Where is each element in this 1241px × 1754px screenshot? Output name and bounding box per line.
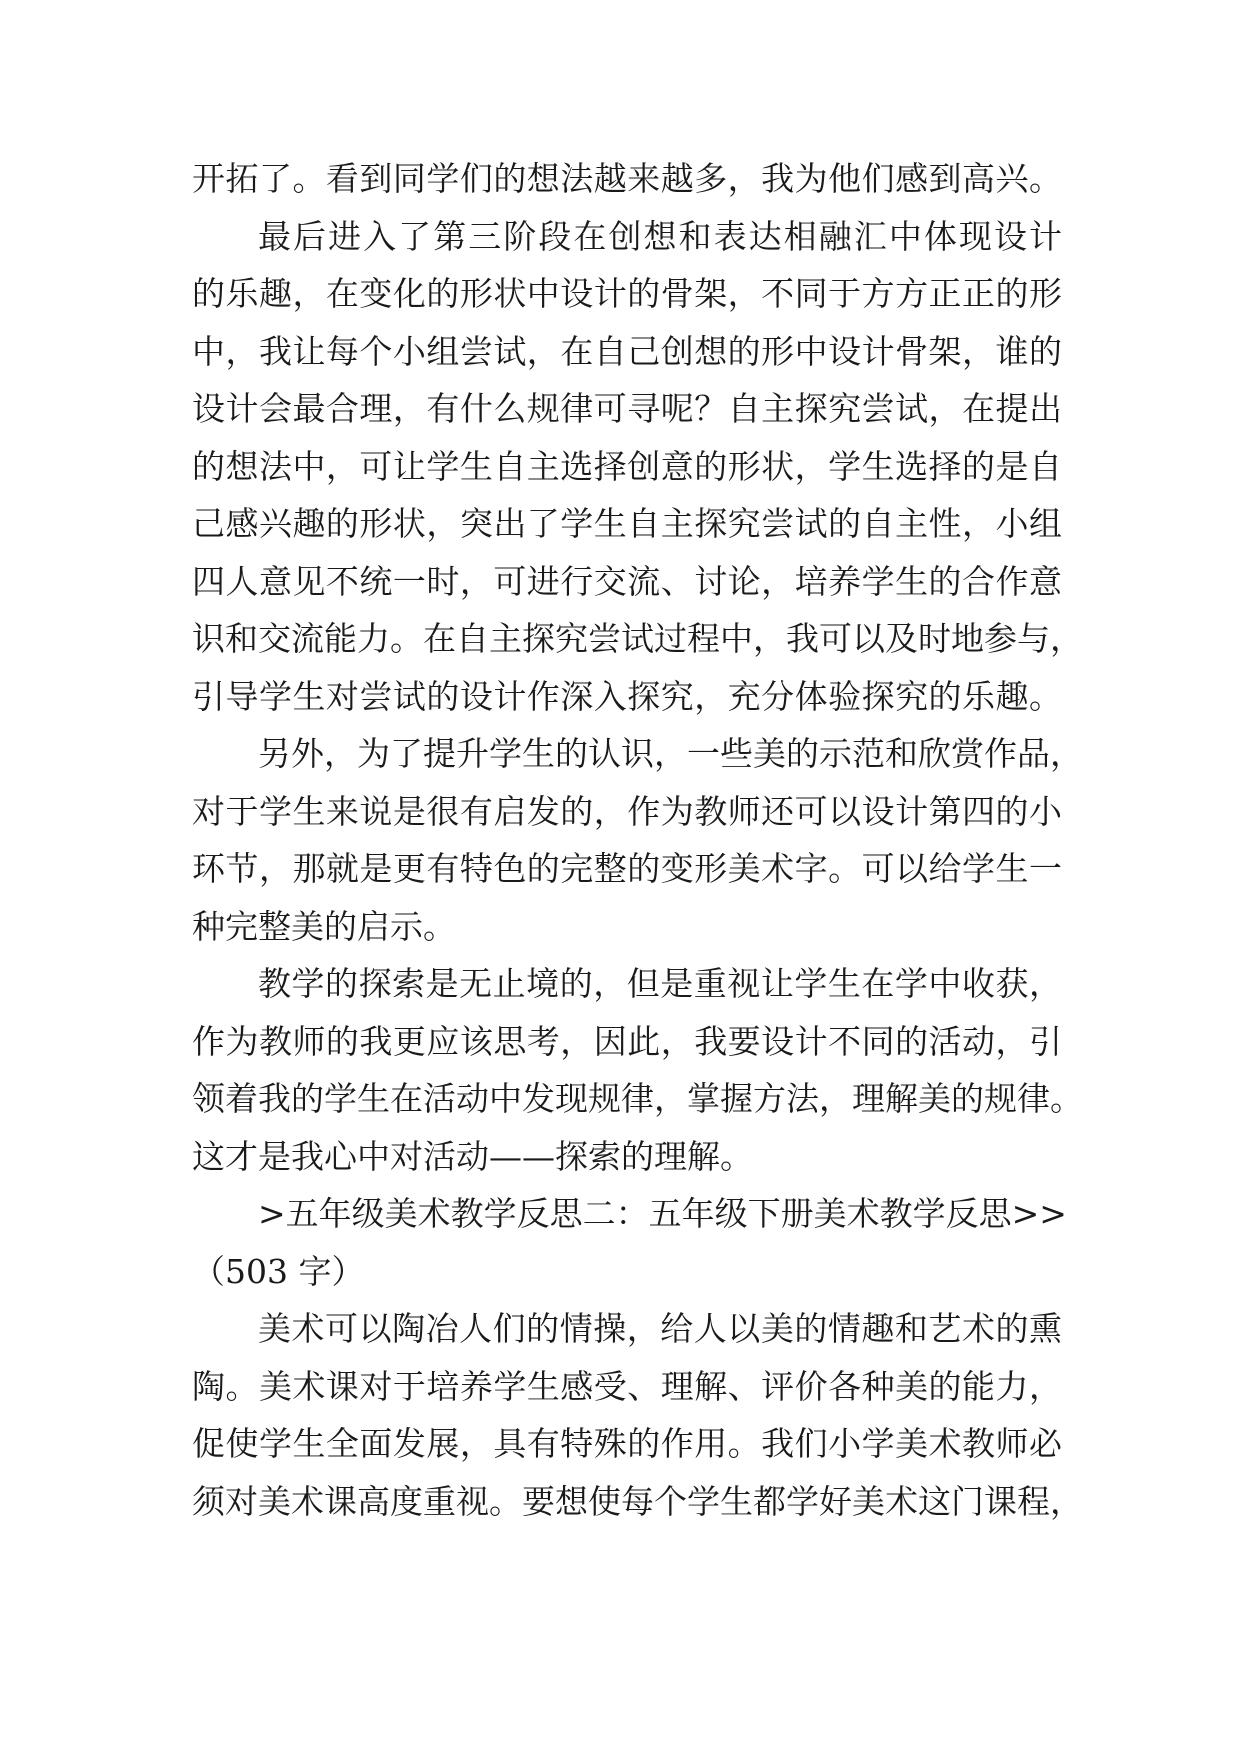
paragraph-line: 教学的探索是无止境的，但是重视让学生在学中收获，	[258, 964, 1062, 1003]
paragraph-line: 设计会最合理，有什么规律可寻呢？自主探究尝试，在提出	[192, 389, 1062, 428]
word-count: （503 字）	[192, 1251, 365, 1291]
paragraph-line: 领着我的学生在活动中发现规律，掌握方法，理解美的规律。	[192, 1079, 1083, 1118]
paragraph-line: 种完整美的启示。	[192, 906, 456, 946]
paragraph-line: 识和交流能力。在自主探究尝试过程中，我可以及时地参与，	[192, 619, 1083, 658]
paragraph-line: 须对美术课高度重视。要想使每个学生都学好美术这门课程，	[192, 1481, 1083, 1521]
paragraph-line: 环节，那就是更有特色的完整的变形美术字。可以给学生一	[192, 849, 1062, 888]
paragraph-line: 陶。美术课对于培养学生感受、理解、评价各种美的能力，	[192, 1366, 1062, 1406]
paragraph-line: 四人意见不统一时，可进行交流、讨论，培养学生的合作意	[192, 561, 1062, 601]
paragraph-line: 最后进入了第三阶段在创想和表达相融汇中体现设计	[258, 216, 1062, 256]
document-body	[192, 150, 1083, 1530]
paragraph-line: 这才是我心中对活动——探索的理解。	[192, 1136, 753, 1176]
paragraph-line: 的乐趣，在变化的形状中设计的骨架，不同于方方正正的形	[192, 274, 1062, 313]
paragraph-line: 作为教师的我更应该思考，因此，我要设计不同的活动，引	[192, 1021, 1062, 1061]
paragraph-line: 己感兴趣的形状，突出了学生自主探究尝试的自主性，小组	[192, 504, 1062, 543]
paragraph-line: 的想法中，可让学生自主选择创意的形状，学生选择的是自	[192, 446, 1062, 486]
paragraph-line: 中，我让每个小组尝试，在自己创想的形中设计骨架，谁的	[192, 331, 1062, 371]
paragraph-line: 对于学生来说是很有启发的，作为教师还可以设计第四的小	[192, 791, 1062, 831]
paragraph-line: 促使学生全面发展，具有特殊的作用。我们小学美术教师必	[192, 1424, 1062, 1463]
paragraph-line: 开拓了。看到同学们的想法越来越多，我为他们感到高兴。	[192, 159, 1062, 198]
paragraph-line: 引导学生对尝试的设计作深入探究，充分体验探究的乐趣。	[192, 676, 1062, 716]
paragraph-line: 另外，为了提升学生的认识，一些美的示范和欣赏作品，	[258, 734, 1083, 773]
paragraph-line: 美术可以陶冶人们的情操，给人以美的情趣和艺术的熏	[258, 1309, 1062, 1348]
section-heading-link[interactable]: >五年级美术教学反思二：五年级下册美术教学反思>>	[258, 1194, 1067, 1233]
